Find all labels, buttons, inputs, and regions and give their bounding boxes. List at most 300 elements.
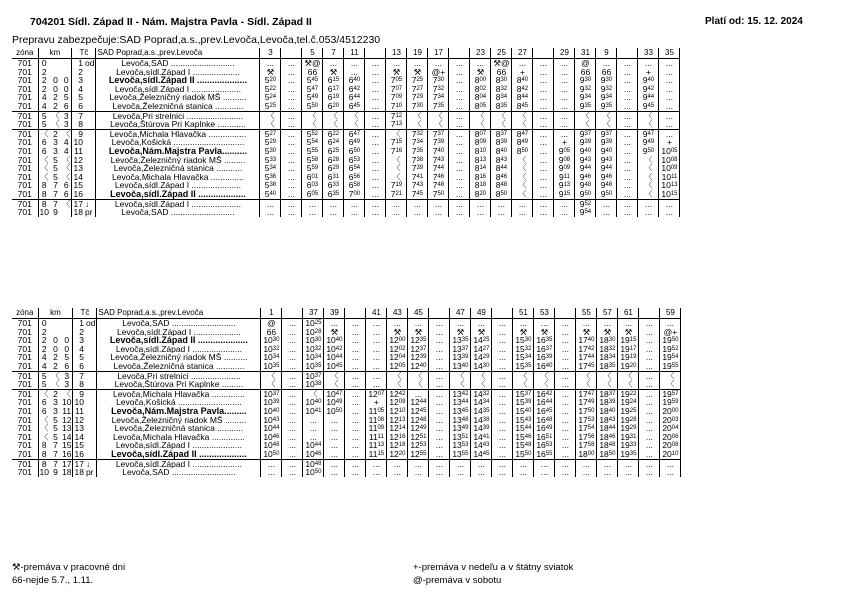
time-cell: ... <box>345 398 366 407</box>
time-cell: ... <box>533 208 554 217</box>
time-cell: $16^{42}$ <box>534 389 555 398</box>
time-cell: 〈 <box>618 371 639 380</box>
time-cell: $8^{18}$ <box>470 181 491 190</box>
time-cell: ... <box>281 164 302 173</box>
time-cell: ... <box>281 147 302 156</box>
time-cell: $9^{46}$ <box>575 173 596 182</box>
trip-number <box>555 308 576 319</box>
zone-cell: 701 <box>12 336 38 345</box>
km-cell: 4 <box>41 93 47 102</box>
col-carrier: SAD Poprad,a.s.,prev.Levoča <box>96 48 260 59</box>
zone-cell: 701 <box>12 380 38 389</box>
time-cell: ... <box>281 208 302 217</box>
time-cell: $6^{17}$ <box>323 85 344 94</box>
time-cell: 66 <box>575 68 596 77</box>
km-cell: 15 <box>61 441 72 450</box>
time-cell: $5^{40}$ <box>260 190 281 199</box>
time-cell: $19^{19}$ <box>618 353 639 362</box>
table-row <box>12 433 681 442</box>
zone-cell: 701 <box>12 93 38 102</box>
time-cell: $10^{13}$ <box>659 181 680 190</box>
time-cell: $19^{54}$ <box>660 353 681 362</box>
time-cell: $5^{30}$ <box>260 147 281 156</box>
time-cell: ... <box>282 345 303 354</box>
time-cell: $16^{37}$ <box>534 345 555 354</box>
km-cell: 5 <box>53 172 58 182</box>
time-cell: $9^{34}$ <box>596 93 617 102</box>
km-cell: 4 <box>41 101 47 111</box>
time-cell: $10^{34}$ <box>261 353 282 362</box>
time-cell: $9^{43}$ <box>575 156 596 165</box>
time-cell: ... <box>533 129 554 138</box>
time-cell: $8^{07}$ <box>470 129 491 138</box>
time-cell: $7^{30}$ <box>407 102 428 111</box>
time-cell: $10^{11}$ <box>659 173 680 182</box>
stop-mark <box>85 345 97 354</box>
km-cell: 0 <box>53 76 58 85</box>
time-cell: $8^{13}$ <box>470 156 491 165</box>
table-row <box>12 328 681 337</box>
time-cell: $12^{20}$ <box>387 450 408 459</box>
time-cell: $19^{55}$ <box>660 362 681 371</box>
time-cell: ... <box>470 59 491 68</box>
time-cell: ... <box>554 93 575 102</box>
time-cell: ... <box>617 102 638 111</box>
time-cell: $5^{50}$ <box>302 102 323 111</box>
time-cell: $10^{50}$ <box>324 407 345 416</box>
time-cell: ... <box>554 120 575 129</box>
time-cell: ... <box>617 190 638 199</box>
time-cell: $10^{48}$ <box>303 459 324 468</box>
km-cell: 8 <box>41 181 47 190</box>
time-cell: $6^{20}$ <box>323 102 344 111</box>
time-cell: ... <box>555 441 576 450</box>
trip-number: 39 <box>324 308 345 319</box>
km-cell: 0 <box>61 345 73 354</box>
time-cell: $9^{32}$ <box>596 85 617 94</box>
time-cell: $17^{44}$ <box>576 353 597 362</box>
zone-cell: 701 <box>12 424 38 433</box>
time-cell: ... <box>281 181 302 190</box>
time-cell: 〈 <box>660 380 681 389</box>
time-cell: ... <box>365 111 386 120</box>
time-cell: ... <box>533 120 554 129</box>
time-cell: ... <box>639 371 660 380</box>
time-cell: $8^{42}$ <box>512 85 533 94</box>
trip-number: 7 <box>323 48 344 59</box>
trip-number: 35 <box>659 48 680 59</box>
km-cell: 2 <box>53 361 58 371</box>
time-cell: ... <box>449 93 470 102</box>
time-cell: $8^{05}$ <box>470 102 491 111</box>
time-cell: ... <box>639 389 660 398</box>
zone-cell: 701 <box>12 433 38 442</box>
time-cell: 〈 <box>260 111 281 120</box>
time-cell: ... <box>345 380 366 389</box>
time-cell: $17^{49}$ <box>576 398 597 407</box>
time-cell: $15^{30}$ <box>513 336 534 345</box>
timetable-lower <box>12 308 681 477</box>
time-cell: ... <box>282 450 303 459</box>
time-cell: $9^{30}$ <box>575 76 596 85</box>
stop-name: Levoča,Štúrova Pri Kaplnke ......... <box>97 380 261 389</box>
time-cell: $6^{56}$ <box>344 173 365 182</box>
time-cell: 〈 <box>386 129 407 138</box>
time-cell: ⚒ <box>471 328 492 337</box>
time-cell: $8^{35}$ <box>491 102 512 111</box>
time-cell: ... <box>281 199 302 208</box>
time-cell: ... <box>554 129 575 138</box>
time-cell: ... <box>492 371 513 380</box>
time-cell: $10^{30}$ <box>303 336 324 345</box>
km-cell: 3 <box>53 398 58 407</box>
stop-number: 15 <box>73 181 83 190</box>
time-cell: $19^{25}$ <box>618 407 639 416</box>
time-cell: ... <box>639 450 660 459</box>
time-cell: $7^{45}$ <box>407 190 428 199</box>
time-cell: $7^{35}$ <box>428 102 449 111</box>
time-cell: ... <box>365 76 386 85</box>
time-cell: ... <box>597 319 618 328</box>
time-cell: $18^{00}$ <box>576 450 597 459</box>
zone-cell: 701 <box>12 138 38 147</box>
time-cell: $10^{30}$ <box>261 336 282 345</box>
time-cell: ... <box>555 380 576 389</box>
km-cell: 10 <box>61 398 72 407</box>
stop-mark: od <box>85 318 96 328</box>
time-cell: $9^{08}$ <box>554 156 575 165</box>
time-cell: $6^{44}$ <box>344 93 365 102</box>
time-cell: 〈 <box>638 111 659 120</box>
time-cell: $12^{04}$ <box>387 353 408 362</box>
table-row <box>12 76 680 85</box>
time-cell: ... <box>450 468 471 477</box>
time-cell: ... <box>282 328 303 337</box>
time-cell: $15^{39}$ <box>513 398 534 407</box>
time-cell: ... <box>302 199 323 208</box>
time-cell: $13^{48}$ <box>450 416 471 425</box>
trip-number: 29 <box>554 48 575 59</box>
time-cell: ... <box>282 424 303 433</box>
time-cell: $10^{44}$ <box>303 441 324 450</box>
stop-name: Levoča,sídl.Západ I ..................... <box>97 459 261 468</box>
timetable-upper <box>12 48 680 217</box>
stop-name: Levoča,sídl.Západ I ..................... <box>96 181 260 190</box>
time-cell: $10^{34}$ <box>303 353 324 362</box>
stop-number: 10 <box>74 398 84 407</box>
time-cell: $19^{33}$ <box>618 441 639 450</box>
time-cell: $14^{30}$ <box>471 362 492 371</box>
table-row <box>12 450 681 459</box>
time-cell: ... <box>618 319 639 328</box>
stop-mark <box>84 181 96 190</box>
time-cell: $6^{24}$ <box>323 138 344 147</box>
time-cell: $9^{34}$ <box>575 93 596 102</box>
time-cell: 〈 <box>512 190 533 199</box>
time-cell: ... <box>386 199 407 208</box>
time-cell: ... <box>281 68 302 77</box>
time-cell: ... <box>282 433 303 442</box>
km-cell: 5 <box>38 111 50 120</box>
time-cell: ... <box>512 59 533 68</box>
time-cell: $5^{55}$ <box>302 147 323 156</box>
stop-name: Levoča,SAD ........................... <box>96 59 260 68</box>
zone-cell: 701 <box>12 199 38 208</box>
time-cell: $8^{20}$ <box>470 190 491 199</box>
time-cell: $10^{49}$ <box>324 398 345 407</box>
time-cell: $7^{43}$ <box>428 156 449 165</box>
time-cell: ... <box>617 111 638 120</box>
time-cell: ... <box>345 362 366 371</box>
legend-saturdays: @-premáva v sobotu <box>413 575 502 586</box>
time-cell: ... <box>365 199 386 208</box>
time-cell: ... <box>365 173 386 182</box>
time-cell: ... <box>449 164 470 173</box>
trip-number: 11 <box>344 48 365 59</box>
time-cell: $8^{00}$ <box>470 76 491 85</box>
stop-mark <box>84 102 96 111</box>
table-row <box>12 459 681 468</box>
stop-name: Levoča,sídl.Západ II .................... <box>97 336 261 345</box>
table-row <box>12 380 681 389</box>
time-cell: 〈 <box>471 380 492 389</box>
km-cell: 3 <box>61 120 72 129</box>
stop-name: Levoča,Železničná stanica ........... <box>96 164 260 173</box>
km-cell: 〈 <box>51 380 60 390</box>
trip-number <box>282 308 303 319</box>
time-cell: ... <box>533 164 554 173</box>
time-cell: ... <box>555 424 576 433</box>
trip-number <box>449 48 470 59</box>
time-cell: ... <box>429 424 450 433</box>
time-cell: $16^{39}$ <box>534 353 555 362</box>
time-cell: ... <box>555 468 576 477</box>
time-cell: ... <box>344 59 365 68</box>
time-cell: $5^{52}$ <box>302 129 323 138</box>
km-cell: 7 <box>53 189 58 199</box>
zone-cell: 701 <box>12 102 38 111</box>
zone-cell: 701 <box>12 328 38 337</box>
table-row <box>12 336 681 345</box>
zone-cell: 701 <box>12 353 38 362</box>
time-cell: $9^{48}$ <box>575 181 596 190</box>
stop-number: 14 <box>73 172 83 182</box>
time-cell: $7^{32}$ <box>428 85 449 94</box>
time-cell: $19^{52}$ <box>660 345 681 354</box>
time-cell: $6^{05}$ <box>302 190 323 199</box>
time-cell: ... <box>555 407 576 416</box>
time-cell: $9^{52}$ <box>575 199 596 208</box>
time-cell: ... <box>597 459 618 468</box>
table-row <box>12 129 680 138</box>
km-cell: 5 <box>61 353 73 362</box>
time-cell: ... <box>596 59 617 68</box>
time-cell: ⚒@ <box>491 59 512 68</box>
time-cell: ... <box>554 68 575 77</box>
time-cell: ... <box>534 459 555 468</box>
time-cell: ... <box>617 93 638 102</box>
time-cell: ... <box>407 208 428 217</box>
km-cell: 〈 <box>39 415 49 425</box>
time-cell: $5^{22}$ <box>260 85 281 94</box>
trip-number: 53 <box>534 308 555 319</box>
time-cell: $7^{29}$ <box>407 93 428 102</box>
time-cell: ... <box>282 407 303 416</box>
stop-name: Levoča,Nám.Majstra Pavla.......... <box>96 147 260 156</box>
time-cell: $12^{10}$ <box>387 407 408 416</box>
trip-number: 37 <box>303 308 324 319</box>
km-cell: 6 <box>61 190 72 199</box>
km-cell: 6 <box>61 102 72 111</box>
time-cell: 〈 <box>491 111 512 120</box>
stop-name: Levoča,Železničný riadok MŠ .......... <box>96 93 260 102</box>
time-cell: $19^{29}$ <box>618 424 639 433</box>
time-cell: ... <box>387 468 408 477</box>
time-cell: $12^{35}$ <box>408 336 429 345</box>
time-cell: $20^{10}$ <box>660 450 681 459</box>
time-cell: $11^{15}$ <box>366 450 387 459</box>
km-cell: 18 <box>61 468 72 477</box>
time-cell: $9^{44}$ <box>638 93 659 102</box>
time-cell: $14^{34}$ <box>471 398 492 407</box>
time-cell: $7^{39}$ <box>407 164 428 173</box>
time-cell: ... <box>533 199 554 208</box>
time-cell: $14^{41}$ <box>471 433 492 442</box>
stop-number: 1 <box>78 58 83 68</box>
km-cell: 〈 <box>61 164 71 173</box>
time-cell: ... <box>429 319 450 328</box>
time-cell: $13^{45}$ <box>450 407 471 416</box>
table-row <box>12 111 680 120</box>
time-cell: $8^{44}$ <box>491 164 512 173</box>
time-cell: $20^{04}$ <box>660 424 681 433</box>
time-cell: $12^{18}$ <box>387 441 408 450</box>
km-cell: 0 <box>61 336 73 345</box>
time-cell: ⚒ <box>597 328 618 337</box>
time-cell: $8^{45}$ <box>512 102 533 111</box>
trip-number: 3 <box>260 48 281 59</box>
stop-number: 7 <box>73 371 85 380</box>
time-cell: ... <box>554 76 575 85</box>
time-cell: $6^{58}$ <box>344 181 365 190</box>
time-cell: $7^{39}$ <box>428 138 449 147</box>
time-cell: ... <box>429 468 450 477</box>
time-cell: ... <box>660 468 681 477</box>
col-zone: zóna <box>12 308 38 319</box>
time-cell: ... <box>366 336 387 345</box>
time-cell: ⚒ <box>407 68 428 77</box>
time-cell: $9^{40}$ <box>638 76 659 85</box>
time-cell: ... <box>365 59 386 68</box>
time-cell: 〈 <box>512 111 533 120</box>
time-cell: ... <box>660 459 681 468</box>
time-cell: $8^{50}$ <box>491 190 512 199</box>
time-cell: $12^{05}$ <box>387 362 408 371</box>
zone-cell: 701 <box>12 371 38 380</box>
time-cell: $12^{42}$ <box>387 389 408 398</box>
time-cell: 〈 <box>302 111 323 120</box>
trip-number: 23 <box>470 48 491 59</box>
time-cell: $12^{40}$ <box>408 362 429 371</box>
time-cell: ... <box>365 164 386 173</box>
trip-number <box>365 48 386 59</box>
time-cell: $6^{49}$ <box>344 138 365 147</box>
time-cell: $7^{38}$ <box>407 156 428 165</box>
zone-cell: 701 <box>12 416 38 425</box>
time-cell: $7^{15}$ <box>386 138 407 147</box>
time-cell: ... <box>282 362 303 371</box>
time-cell: ... <box>345 328 366 337</box>
time-cell: $16^{55}$ <box>534 450 555 459</box>
km-cell: 14 <box>61 432 72 442</box>
time-cell: ... <box>639 353 660 362</box>
time-cell: ... <box>659 68 680 77</box>
time-cell: ... <box>492 459 513 468</box>
time-cell: @ <box>261 319 282 328</box>
time-cell: ... <box>492 468 513 477</box>
km-cell <box>50 319 61 328</box>
trip-number <box>429 308 450 319</box>
time-cell: 〈 <box>596 120 617 129</box>
time-cell: 〈 <box>407 120 428 129</box>
time-cell: ... <box>617 76 638 85</box>
km-cell: 5 <box>53 415 58 425</box>
stop-name: Levoča,sídl.Západ II ................... <box>97 450 261 459</box>
time-cell: ... <box>554 85 575 94</box>
time-cell: ... <box>429 398 450 407</box>
time-cell: ... <box>345 468 366 477</box>
time-cell: ... <box>324 424 345 433</box>
time-cell: ... <box>491 208 512 217</box>
km-cell: 2 <box>53 93 58 102</box>
time-cell: ... <box>449 76 470 85</box>
km-cell: 3 <box>53 406 58 416</box>
zone-cell: 701 <box>12 319 38 328</box>
stop-mark <box>84 164 96 173</box>
time-cell: 66 <box>491 68 512 77</box>
time-cell: ... <box>366 371 387 380</box>
stop-number: 13 <box>73 164 83 173</box>
time-cell: ⚒ <box>513 328 534 337</box>
stop-name: Levoča,SAD ........................... <box>97 468 261 477</box>
time-cell: ... <box>555 450 576 459</box>
stop-number: 3 <box>79 336 84 345</box>
time-cell: + <box>554 138 575 147</box>
time-cell: ... <box>282 353 303 362</box>
stop-name: Levoča,Michala Hlavačka .............. <box>97 433 261 442</box>
time-cell: ... <box>555 345 576 354</box>
time-cell: ... <box>365 93 386 102</box>
time-cell: ⚒ <box>387 328 408 337</box>
stop-mark <box>85 389 97 398</box>
stop-mark <box>84 173 96 182</box>
zone-cell: 701 <box>12 190 38 199</box>
time-cell: 〈 <box>261 380 282 389</box>
time-cell: ... <box>323 208 344 217</box>
zone-cell: 701 <box>12 345 38 354</box>
time-cell: ... <box>576 468 597 477</box>
time-cell: $14^{43}$ <box>471 441 492 450</box>
time-cell: $9^{47}$ <box>638 129 659 138</box>
time-cell: ... <box>618 459 639 468</box>
time-cell: $14^{38}$ <box>471 416 492 425</box>
time-cell: ... <box>449 102 470 111</box>
stop-mark <box>84 120 96 129</box>
time-cell: ... <box>618 468 639 477</box>
table-row <box>12 93 680 102</box>
time-cell: ... <box>449 68 470 77</box>
time-cell: $8^{30}$ <box>491 76 512 85</box>
